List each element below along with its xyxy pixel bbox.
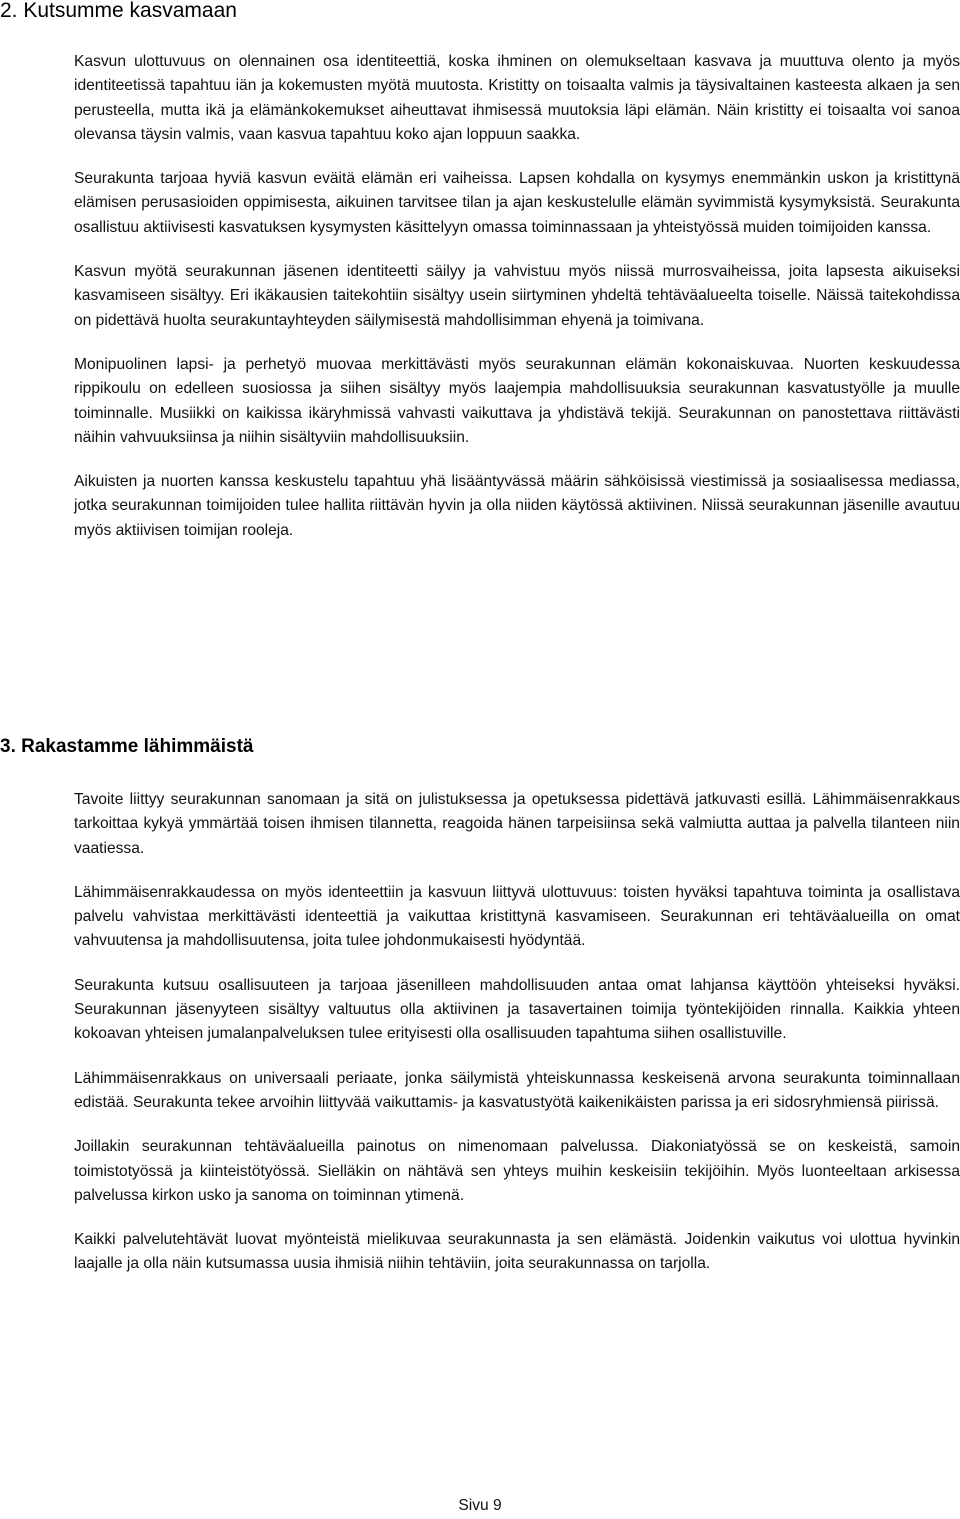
page-number: Sivu 9 (458, 1497, 502, 1514)
section-2-paragraph: Monipuolinen lapsi- ja perhetyö muovaa merkittävästi myös seurakunnan elämän kokonaiskuvaa. Nuorten keskuudessa rippikoulu on edelleen suosiossa ja siihen sisältyy myös laajempia mahdollisuuksia seurakunnan kasvatustyölle ja muulle toiminnalle. Musiikki on kaikissa ikäryhmissä vahvasti vaikuttava ja yhdistävä tekijä. Seurakunnan on panostettava riittävästi näihin vahvuuksiinsa ja niihin sisältyviin mahdollisuuksiin. (74, 355, 960, 446)
section-3-paragraph: Lähimmäisenrakkaus on universaali periaate, jonka säilymistä yhteiskunnassa keskeisenä arvona seurakunta toiminnallaan edistää. Seurakunta tekee arvoihin liittyvää vaikuttamis- ja kasvatustyötä kaikenikäisten parissa ja eri sidosryhmiensä piirissä. (74, 1069, 960, 1111)
section-2-paragraph: Kasvun ulottuvuus on olennainen osa identiteettiä, koska ihminen on olemukseltaan kasvava ja muuttuva olento ja myös identiteetissä tapahtuu iän ja kokemusten myötä muutosta. Kristitty on toisaalta valmis ja täysivaltainen kasteesta alkaen ja sen perusteella, mutta ikä ja elämänkokemukset aiheuttavat ihmisessä muutoksia läpi elämän. Näin kristitty ei toisaalta voi sanoa olevansa täysin valmis, vaan kasvua tapahtuu koko ajan loppuun saakka. (74, 53, 960, 143)
section-3-body (74, 788, 960, 1297)
section-2-paragraph: Aikuisten ja nuorten kanssa keskustelu tapahtuu yhä lisääntyvässä määrin sähköisissä viestimissä ja sosiaalisessa mediassa, jotka seurakunnan toimijoiden tulee hallita riittävän hyvin ja olla niiden käytössä aktiivinen. Niissä seurakunnan jäsenille avautuu myös aktiivisen toimijan rooleja. (74, 473, 960, 539)
section-2-paragraph: Seurakunta tarjoaa hyviä kasvun eväitä elämän eri vaiheissa. Lapsen kohdalla on kysymys enemmänkin uskon ja kristittynä elämisen perusasioiden oppimisesta, aikuinen tarvitsee tilan ja ajan keskustelulle elämän syvimmistä kysymyksistä. Seurakunta osallistuu aktiivisesti kasvatuksen kysymysten käsittelyyn omassa toiminnassaan ja yhteistyössä muiden toimijoiden kanssa. (74, 170, 960, 236)
section-3-paragraph: Kaikki palvelutehtävät luovat myönteistä mielikuvaa seurakunnasta ja sen elämästä. Joidenkin vaikutus voi ulottua hyvinkin laajalle ja olla näin kutsumassa uusia ihmisiä niihin tehtäviin, joita seurakunnassa on tarjolla. (74, 1231, 960, 1273)
section-3-paragraph: Joillakin seurakunnan tehtäväalueilla painotus on nimenomaan palvelussa. Diakoniatyössä se on keskeistä, samoin toimistotyössä ja kiinteistötyössä. Sielläkin on nähtävä sen yhteys muihin keskeisiin tekijöihin. Myös luonteeltaan arkisessa palvelussa kirkon usko ja sanoma on toiminnan ytimenä. (74, 1138, 960, 1204)
section-2-heading: 2. Kutsumme kasvamaan (0, 0, 237, 22)
section-3-paragraph: Tavoite liittyy seurakunnan sanomaan ja sitä on julistuksessa ja opetuksessa pidettävä jatkuvasti esillä. Lähimmäisenrakkaus tarkoittaa kykyä ymmärtää toisen ihmisen tilannetta, reagoida hänen tarpeisiinsa sekä valmiutta auttaa ja palvella tilanteen niin vaatiessa. (74, 791, 960, 857)
section-3-heading: 3. Rakastamme lähimmäistä (0, 736, 254, 757)
section-3-paragraph: Seurakunta kutsuu osallisuuteen ja tarjoaa jäsenilleen mahdollisuuden antaa omat lahjansa käyttöön yhteiseksi hyväksi. Seurakunnan jäsenyyteen sisältyy valtuutus olla aktiivinen ja tasavertainen toimija työntekijöiden rinnalla. Kaikkia yhteen kokoavan yhteisen jumalanpalveluksen tulee erityisesti olla osallisuuden tapahtuma siihen osallistuville. (74, 976, 960, 1043)
section-3-paragraph: Lähimmäisenrakkaudessa on myös identeettiin ja kasvuun liittyvä ulottuvuus: toisten hyväksi tapahtuva toiminta ja osallistava palvelu vahvistaa merkittävästi identeettiä ja vaikuttaa kristittynä kasvamiseen. Seurakunnan eri tehtäväalueilla on omat vahvuutensa ja mahdollisuutensa, joita tulee johdonmukaisesti hyödyntää. (74, 883, 960, 950)
section-2-body (74, 50, 960, 563)
section-2-paragraph: Kasvun myötä seurakunnan jäsenen identiteetti säilyy ja vahvistuu myös niissä murrosvaiheissa, joita lapsesta aikuiseksi kasvamiseen sisältyy. Eri ikäkausien taitekohtiin sisältyy usein siirtyminen yhdeltä tehtäväalueelta toiselle. Näissä taitekohdissa on pidettävä huolta seurakuntayhteyden säilymisestä mahdollisimman ehyenä ja toimivana. (74, 263, 960, 329)
